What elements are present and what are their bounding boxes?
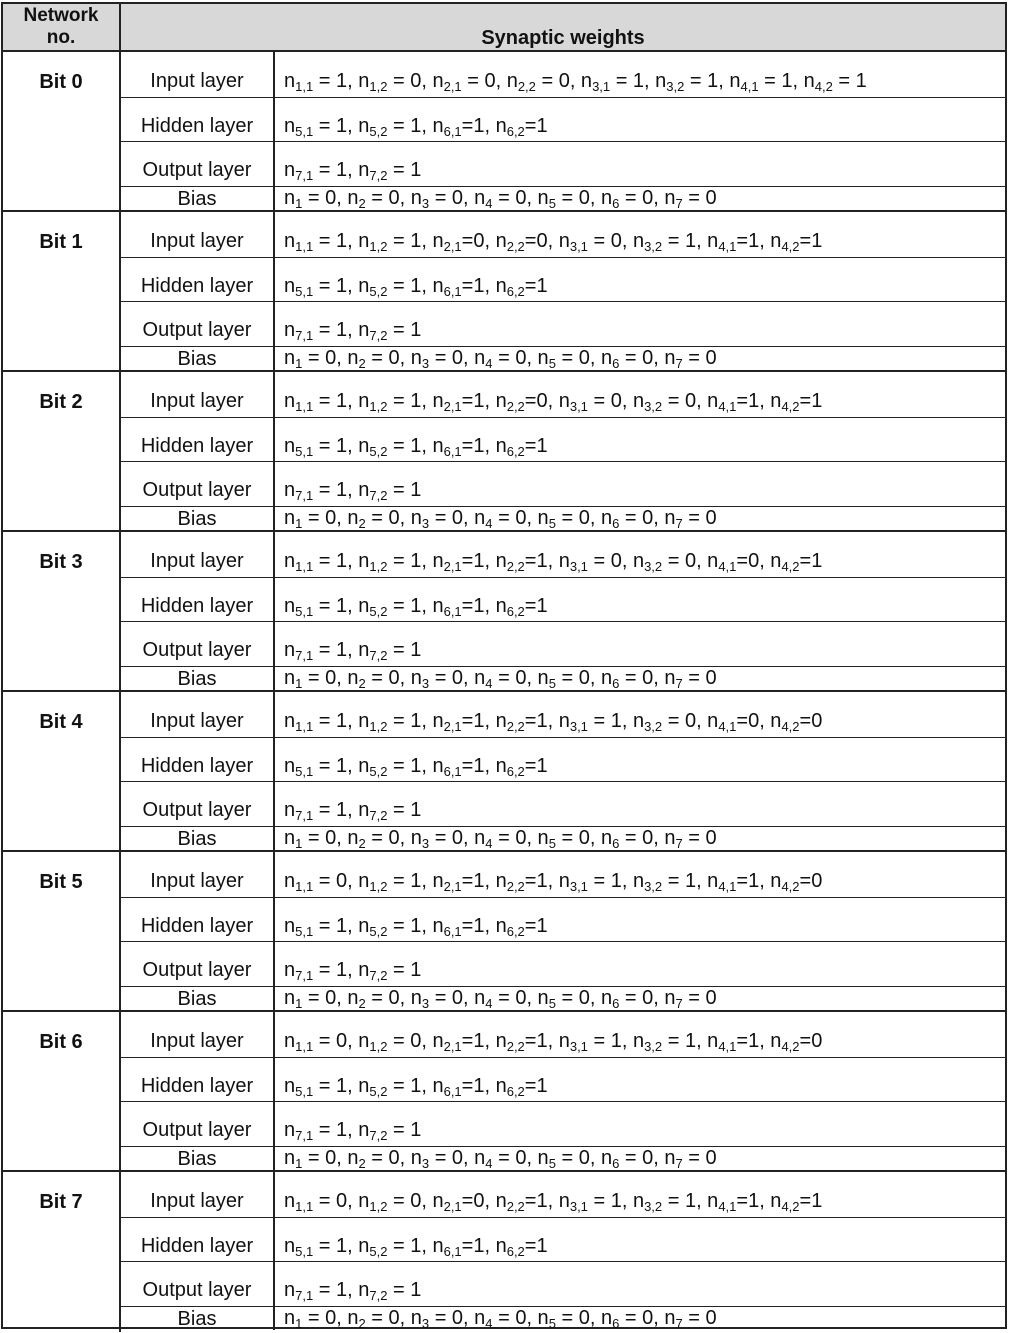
- layer-label: Input layer: [121, 1012, 275, 1057]
- layer-label: Input layer: [121, 52, 275, 97]
- weights-text: $n_{5,1} = 1$, $n_{5,2} = 1$, $n_{6,1}=1$, $n_{6,2}=1$: [284, 755, 548, 779]
- weights-text: $n_{1,1} = 0$, $n_{1,2} = 0$, $n_{2,1}=0$, $n_{2,2}=1$, $n_{3,1} = 1$, $n_{3,2} = 1$, $n_{4,1}=1$, $n_{4,2}=1$: [284, 1190, 823, 1214]
- layer-row-input: [121, 692, 1005, 738]
- network-bit-label: Bit 6: [3, 1012, 121, 1170]
- table-header: [3, 4, 1005, 52]
- layer-row-output: [121, 302, 1005, 347]
- network-bit-label: Bit 2: [3, 372, 121, 530]
- weights-value: [284, 782, 1001, 826]
- layer-row-input: [121, 1012, 1005, 1058]
- layer-row-output: [121, 142, 1005, 187]
- layer-row-output: [121, 1262, 1005, 1307]
- layer-label: Output layer: [121, 942, 275, 986]
- network-group: [3, 1012, 1005, 1172]
- layer-label: Output layer: [121, 1262, 275, 1306]
- network-bit-label: Bit 1: [3, 212, 121, 370]
- layer-row-bias: [121, 187, 1005, 210]
- layer-label: Hidden layer: [121, 258, 275, 301]
- weights-value: [284, 667, 1001, 690]
- layer-row-hidden: [121, 98, 1005, 142]
- weights-value: [284, 1307, 1001, 1330]
- weights-text: $n_1 = 0$, $n_2 = 0$, $n_3 = 0$, $n_4 = 0$, $n_5 = 0$, $n_6 = 0$, $n_7 = 0$: [284, 507, 717, 531]
- layer-label: Hidden layer: [121, 898, 275, 941]
- weights-text: $n_{1,1} = 1$, $n_{1,2} = 1$, $n_{2,1}=1$, $n_{2,2}=1$, $n_{3,1} = 1$, $n_{3,2} = 0$, $n_{4,1}=0$, $n_{4,2}=0$: [284, 710, 823, 734]
- weights-value: [284, 347, 1001, 370]
- weights-value: [284, 302, 1001, 346]
- weights-value: [284, 1102, 1001, 1146]
- layer-row-input: [121, 1172, 1005, 1218]
- layer-label: Hidden layer: [121, 1058, 275, 1101]
- layer-label: Output layer: [121, 782, 275, 826]
- weights-text: $n_{5,1} = 1$, $n_{5,2} = 1$, $n_{6,1}=1$, $n_{6,2}=1$: [284, 275, 548, 299]
- header-network-no: [3, 4, 121, 50]
- weights-text: $n_{1,1} = 1$, $n_{1,2} = 0$, $n_{2,1} = 0$, $n_{2,2} = 0$, $n_{3,1} = 1$, $n_{3,2} = 1$, $n_{4,1} = 1$, $n_{4,2} = 1$: [284, 70, 867, 94]
- weights-text: $n_{5,1} = 1$, $n_{5,2} = 1$, $n_{6,1}=1$, $n_{6,2}=1$: [284, 1235, 548, 1259]
- layer-row-bias: [121, 827, 1005, 850]
- weights-text: $n_1 = 0$, $n_2 = 0$, $n_3 = 0$, $n_4 = 0$, $n_5 = 0$, $n_6 = 0$, $n_7 = 0$: [284, 1307, 717, 1331]
- weights-text: $n_{7,1} = 1$, $n_{7,2} = 1$: [284, 639, 422, 663]
- weights-value: [284, 1262, 1001, 1306]
- layer-label: Bias: [121, 507, 275, 530]
- network-bit-label: Bit 7: [3, 1172, 121, 1332]
- layer-label: Bias: [121, 827, 275, 850]
- layer-label: Output layer: [121, 1102, 275, 1146]
- layer-row-hidden: [121, 258, 1005, 302]
- weights-text: $n_{5,1} = 1$, $n_{5,2} = 1$, $n_{6,1}=1$, $n_{6,2}=1$: [284, 595, 548, 619]
- weights-value: [284, 142, 1001, 186]
- weights-text: $n_{7,1} = 1$, $n_{7,2} = 1$: [284, 1279, 422, 1303]
- layer-label: Bias: [121, 667, 275, 690]
- weights-value: [284, 987, 1001, 1010]
- weights-value: [284, 98, 1001, 141]
- weights-text: $n_1 = 0$, $n_2 = 0$, $n_3 = 0$, $n_4 = 0$, $n_5 = 0$, $n_6 = 0$, $n_7 = 0$: [284, 187, 717, 211]
- network-group: [3, 532, 1005, 692]
- weights-value: [284, 1172, 1001, 1217]
- layer-row-output: [121, 622, 1005, 667]
- layer-row-input: [121, 532, 1005, 578]
- layer-row-bias: [121, 987, 1005, 1010]
- layer-label: Bias: [121, 1147, 275, 1170]
- layer-label: Bias: [121, 1307, 275, 1330]
- layer-row-input: [121, 372, 1005, 418]
- network-bit-label: Bit 0: [3, 52, 121, 210]
- weights-text: $n_1 = 0$, $n_2 = 0$, $n_3 = 0$, $n_4 = 0$, $n_5 = 0$, $n_6 = 0$, $n_7 = 0$: [284, 1147, 717, 1171]
- header-network-line1: Network: [23, 5, 99, 26]
- weights-text: $n_{5,1} = 1$, $n_{5,2} = 1$, $n_{6,1}=1$, $n_{6,2}=1$: [284, 1075, 548, 1099]
- layer-row-input: [121, 852, 1005, 898]
- weights-value: [284, 1058, 1001, 1101]
- network-group: [3, 852, 1005, 1012]
- weights-value: [284, 212, 1001, 257]
- layer-label: Input layer: [121, 692, 275, 737]
- weights-value: [284, 898, 1001, 941]
- layer-label: Output layer: [121, 622, 275, 666]
- layer-row-output: [121, 1102, 1005, 1147]
- weights-text: $n_{1,1} = 0$, $n_{1,2} = 1$, $n_{2,1}=1$, $n_{2,2}=1$, $n_{3,1} = 1$, $n_{3,2} = 1$, $n_{4,1}=1$, $n_{4,2}=0$: [284, 870, 823, 894]
- weights-value: [284, 187, 1001, 210]
- layer-label: Input layer: [121, 1172, 275, 1217]
- network-bit-label: Bit 4: [3, 692, 121, 850]
- layer-label: Input layer: [121, 532, 275, 577]
- layer-row-hidden: [121, 898, 1005, 942]
- network-group: [3, 692, 1005, 852]
- weights-text: $n_{7,1} = 1$, $n_{7,2} = 1$: [284, 799, 422, 823]
- layer-row-input: [121, 212, 1005, 258]
- layer-row-output: [121, 462, 1005, 507]
- layer-row-bias: [121, 1307, 1005, 1330]
- weights-text: $n_{7,1} = 1$, $n_{7,2} = 1$: [284, 1119, 422, 1143]
- layer-label: Hidden layer: [121, 98, 275, 141]
- network-group: [3, 212, 1005, 372]
- weights-text: $n_{1,1} = 1$, $n_{1,2} = 1$, $n_{2,1}=1$, $n_{2,2}=1$, $n_{3,1} = 0$, $n_{3,2} = 0$, $n_{4,1}=0$, $n_{4,2}=1$: [284, 550, 823, 574]
- weights-value: [284, 622, 1001, 666]
- layer-row-hidden: [121, 418, 1005, 462]
- weights-value: [284, 738, 1001, 781]
- layer-row-hidden: [121, 1058, 1005, 1102]
- layer-label: Hidden layer: [121, 738, 275, 781]
- layer-label: Output layer: [121, 302, 275, 346]
- weights-value: [284, 258, 1001, 301]
- layer-label: Input layer: [121, 212, 275, 257]
- weights-text: $n_1 = 0$, $n_2 = 0$, $n_3 = 0$, $n_4 = 0$, $n_5 = 0$, $n_6 = 0$, $n_7 = 0$: [284, 827, 717, 851]
- layer-row-bias: [121, 347, 1005, 370]
- header-synaptic-weights: Synaptic weights: [481, 27, 645, 49]
- layer-row-hidden: [121, 738, 1005, 782]
- weights-text: $n_{5,1} = 1$, $n_{5,2} = 1$, $n_{6,1}=1$, $n_{6,2}=1$: [284, 435, 548, 459]
- layer-label: Input layer: [121, 852, 275, 897]
- weights-text: $n_{7,1} = 1$, $n_{7,2} = 1$: [284, 959, 422, 983]
- layer-label: Bias: [121, 187, 275, 210]
- weights-text: $n_1 = 0$, $n_2 = 0$, $n_3 = 0$, $n_4 = 0$, $n_5 = 0$, $n_6 = 0$, $n_7 = 0$: [284, 667, 717, 691]
- layer-row-output: [121, 942, 1005, 987]
- weights-value: [284, 507, 1001, 530]
- weights-value: [284, 942, 1001, 986]
- layer-label: Hidden layer: [121, 1218, 275, 1261]
- weights-value: [284, 418, 1001, 461]
- layer-label: Bias: [121, 347, 275, 370]
- layer-row-bias: [121, 507, 1005, 530]
- weights-text: $n_{5,1} = 1$, $n_{5,2} = 1$, $n_{6,1}=1$, $n_{6,2}=1$: [284, 115, 548, 139]
- weights-text: $n_{5,1} = 1$, $n_{5,2} = 1$, $n_{6,1}=1$, $n_{6,2}=1$: [284, 915, 548, 939]
- layer-label: Hidden layer: [121, 578, 275, 621]
- weights-text: $n_1 = 0$, $n_2 = 0$, $n_3 = 0$, $n_4 = 0$, $n_5 = 0$, $n_6 = 0$, $n_7 = 0$: [284, 347, 717, 371]
- weights-value: [284, 52, 1001, 97]
- layer-row-hidden: [121, 578, 1005, 622]
- weights-value: [284, 827, 1001, 850]
- header-network-line2: no.: [46, 27, 76, 48]
- layer-label: Hidden layer: [121, 418, 275, 461]
- layer-label: Bias: [121, 987, 275, 1010]
- layer-row-input: [121, 52, 1005, 98]
- layer-label: Output layer: [121, 462, 275, 506]
- weights-value: [284, 692, 1001, 737]
- weights-value: [284, 1147, 1001, 1170]
- layer-row-output: [121, 782, 1005, 827]
- network-group: [3, 1172, 1005, 1332]
- layer-row-hidden: [121, 1218, 1005, 1262]
- weights-text: $n_{1,1} = 0$, $n_{1,2} = 0$, $n_{2,1}=1$, $n_{2,2}=1$, $n_{3,1} = 1$, $n_{3,2} = 1$, $n_{4,1}=1$, $n_{4,2}=0$: [284, 1030, 823, 1054]
- layer-row-bias: [121, 667, 1005, 690]
- weights-value: [284, 372, 1001, 417]
- layer-label: Input layer: [121, 372, 275, 417]
- weights-text: $n_{1,1} = 1$, $n_{1,2} = 1$, $n_{2,1}=0$, $n_{2,2}=0$, $n_{3,1} = 0$, $n_{3,2} = 1$, $n_{4,1}=1$, $n_{4,2}=1$: [284, 230, 823, 254]
- network-bit-label: Bit 5: [3, 852, 121, 1010]
- weights-value: [284, 852, 1001, 897]
- weights-value: [284, 532, 1001, 577]
- weights-value: [284, 1012, 1001, 1057]
- weights-text: $n_{1,1} = 1$, $n_{1,2} = 1$, $n_{2,1}=1$, $n_{2,2}=0$, $n_{3,1} = 0$, $n_{3,2} = 0$, $n_{4,1}=1$, $n_{4,2}=1$: [284, 390, 823, 414]
- layer-label: Output layer: [121, 142, 275, 186]
- weights-value: [284, 578, 1001, 621]
- weights-text: $n_{7,1} = 1$, $n_{7,2} = 1$: [284, 159, 422, 183]
- network-group: [3, 52, 1005, 212]
- weights-text: $n_1 = 0$, $n_2 = 0$, $n_3 = 0$, $n_4 = 0$, $n_5 = 0$, $n_6 = 0$, $n_7 = 0$: [284, 987, 717, 1011]
- weights-text: $n_{7,1} = 1$, $n_{7,2} = 1$: [284, 479, 422, 503]
- weights-value: [284, 1218, 1001, 1261]
- weights-text: $n_{7,1} = 1$, $n_{7,2} = 1$: [284, 319, 422, 343]
- weights-value: [284, 462, 1001, 506]
- network-group: [3, 372, 1005, 532]
- layer-row-bias: [121, 1147, 1005, 1170]
- network-bit-label: Bit 3: [3, 532, 121, 690]
- synaptic-weights-table: [1, 2, 1007, 1329]
